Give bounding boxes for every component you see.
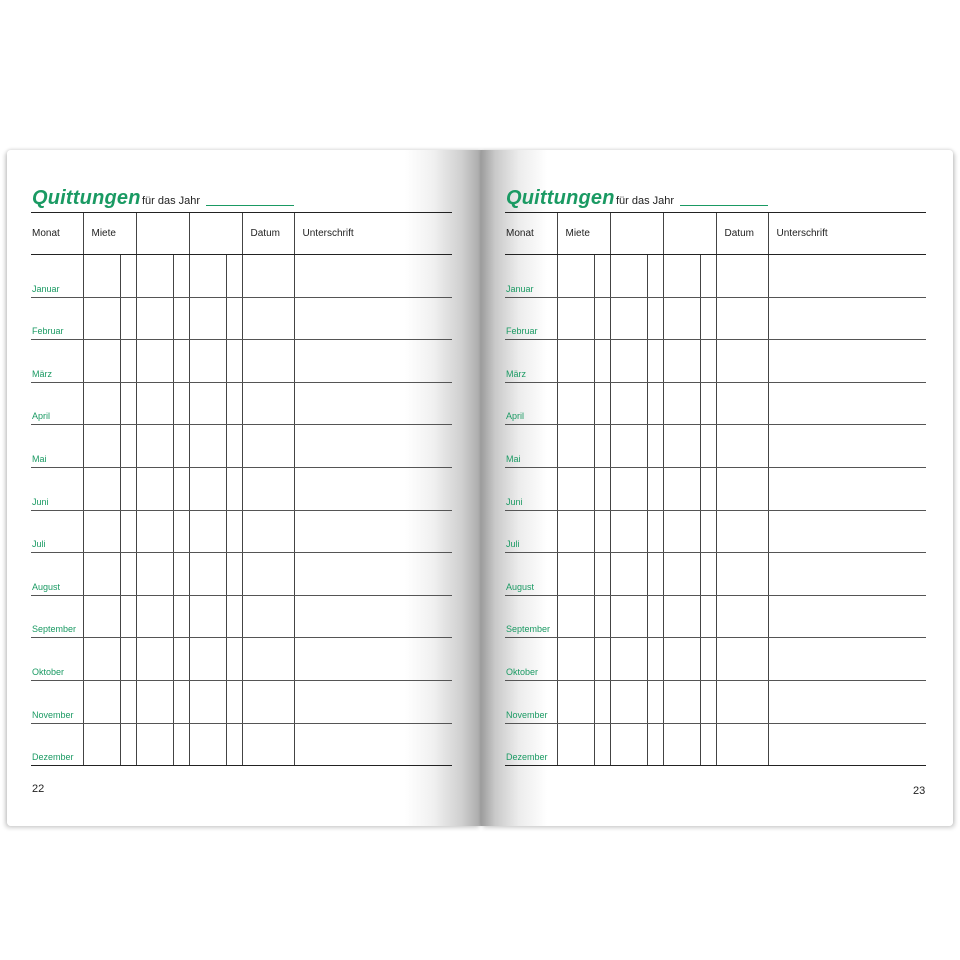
entry-cell[interactable] — [663, 297, 700, 340]
entry-cell[interactable] — [557, 638, 594, 681]
table-row — [505, 595, 926, 638]
entry-cell[interactable] — [189, 680, 226, 723]
table-row — [31, 425, 452, 468]
header-blank-1 — [610, 213, 663, 255]
month-cell — [31, 595, 83, 638]
entry-cell[interactable] — [242, 680, 294, 723]
entry-cell[interactable] — [189, 510, 226, 553]
entry-cell[interactable] — [136, 297, 173, 340]
entry-cell[interactable] — [768, 723, 926, 766]
page-title: Quittungen — [32, 187, 141, 209]
entry-cell[interactable] — [594, 638, 610, 681]
month-label: November — [32, 709, 74, 720]
entry-cell[interactable] — [610, 340, 647, 383]
month-cell — [31, 340, 83, 383]
entry-cell[interactable] — [294, 680, 452, 723]
entry-cell[interactable] — [242, 638, 294, 681]
month-cell — [31, 382, 83, 425]
entry-cell[interactable] — [610, 467, 647, 510]
entry-cell[interactable] — [136, 382, 173, 425]
entry-cell[interactable] — [189, 340, 226, 383]
entry-cell[interactable] — [700, 510, 716, 553]
entry-cell[interactable] — [768, 553, 926, 596]
entry-cell[interactable] — [226, 553, 242, 596]
entry-cell[interactable] — [557, 723, 594, 766]
entry-cell[interactable] — [189, 638, 226, 681]
entry-cell[interactable] — [768, 510, 926, 553]
entry-cell[interactable] — [136, 425, 173, 468]
entry-cell[interactable] — [647, 510, 663, 553]
header-miete: Miete — [83, 213, 136, 255]
entry-cell[interactable] — [83, 340, 120, 383]
entry-cell[interactable] — [294, 255, 452, 298]
entry-cell[interactable] — [136, 255, 173, 298]
entry-cell[interactable] — [700, 723, 716, 766]
entry-cell[interactable] — [663, 425, 700, 468]
month-label: Oktober — [506, 666, 539, 677]
entry-cell[interactable] — [120, 382, 136, 425]
entry-cell[interactable] — [557, 297, 594, 340]
entry-cell[interactable] — [768, 595, 926, 638]
entry-cell[interactable] — [83, 595, 120, 638]
entry-cell[interactable] — [647, 255, 663, 298]
table-row — [505, 255, 926, 298]
month-label: Mai — [506, 453, 521, 464]
entry-cell[interactable] — [594, 680, 610, 723]
entry-cell[interactable] — [83, 510, 120, 553]
entry-cell[interactable] — [242, 467, 294, 510]
month-cell — [505, 723, 557, 766]
month-label: April — [506, 411, 525, 422]
entry-cell[interactable] — [173, 638, 189, 681]
entry-cell[interactable] — [647, 297, 663, 340]
entry-cell[interactable] — [120, 510, 136, 553]
entry-cell[interactable] — [136, 340, 173, 383]
receipt-table — [31, 212, 452, 766]
entry-cell[interactable] — [189, 297, 226, 340]
entry-cell[interactable] — [557, 467, 594, 510]
entry-cell[interactable] — [700, 382, 716, 425]
receipt-form — [505, 184, 925, 766]
entry-cell[interactable] — [663, 723, 700, 766]
month-label: Juni — [506, 496, 523, 507]
month-label: Februar — [506, 326, 538, 337]
header-unterschrift: Unterschrift — [768, 213, 926, 255]
entry-cell[interactable] — [716, 382, 768, 425]
entry-cell[interactable] — [83, 467, 120, 510]
entry-cell[interactable] — [663, 510, 700, 553]
entry-cell[interactable] — [716, 255, 768, 298]
month-cell — [31, 680, 83, 723]
entry-cell[interactable] — [83, 638, 120, 681]
header-unterschrift: Unterschrift — [294, 213, 452, 255]
entry-cell[interactable] — [768, 425, 926, 468]
entry-cell[interactable] — [189, 723, 226, 766]
entry-cell[interactable] — [610, 382, 647, 425]
receipt-form — [31, 184, 451, 766]
table-row — [31, 638, 452, 681]
entry-cell[interactable] — [242, 553, 294, 596]
entry-cell[interactable] — [294, 382, 452, 425]
entry-cell[interactable] — [663, 553, 700, 596]
entry-cell[interactable] — [242, 340, 294, 383]
month-label: Juni — [32, 496, 49, 507]
entry-cell[interactable] — [83, 255, 120, 298]
entry-cell[interactable] — [120, 638, 136, 681]
entry-cell[interactable] — [189, 382, 226, 425]
entry-cell[interactable] — [700, 467, 716, 510]
entry-cell[interactable] — [663, 638, 700, 681]
month-label: September — [32, 624, 77, 635]
entry-cell[interactable] — [594, 340, 610, 383]
entry-cell[interactable] — [242, 595, 294, 638]
entry-cell[interactable] — [294, 553, 452, 596]
entry-cell[interactable] — [663, 382, 700, 425]
entry-cell[interactable] — [173, 340, 189, 383]
entry-cell[interactable] — [226, 510, 242, 553]
entry-cell[interactable] — [716, 723, 768, 766]
entry-cell[interactable] — [557, 340, 594, 383]
entry-cell[interactable] — [700, 425, 716, 468]
entry-cell[interactable] — [557, 510, 594, 553]
month-cell — [505, 553, 557, 596]
month-label: Mai — [32, 453, 47, 464]
table-row — [505, 510, 926, 553]
entry-cell[interactable] — [700, 340, 716, 383]
entry-cell[interactable] — [226, 467, 242, 510]
entry-cell[interactable] — [716, 425, 768, 468]
header-blank-2 — [189, 213, 242, 255]
table-row — [505, 467, 926, 510]
entry-cell[interactable] — [120, 467, 136, 510]
entry-cell[interactable] — [716, 297, 768, 340]
entry-cell[interactable] — [716, 553, 768, 596]
entry-cell[interactable] — [768, 340, 926, 383]
entry-cell[interactable] — [173, 553, 189, 596]
year-blank-line[interactable] — [206, 205, 294, 206]
table-row — [505, 297, 926, 340]
month-cell — [505, 340, 557, 383]
entry-cell[interactable] — [136, 595, 173, 638]
entry-cell[interactable] — [120, 680, 136, 723]
month-cell — [31, 723, 83, 766]
month-cell — [505, 467, 557, 510]
header-row — [31, 213, 452, 255]
entry-cell[interactable] — [226, 382, 242, 425]
page-number: 23 — [913, 785, 926, 797]
entry-cell[interactable] — [83, 297, 120, 340]
entry-cell[interactable] — [647, 382, 663, 425]
entry-cell[interactable] — [557, 595, 594, 638]
entry-cell[interactable] — [242, 723, 294, 766]
month-cell — [505, 510, 557, 553]
entry-cell[interactable] — [610, 595, 647, 638]
entry-cell[interactable] — [120, 595, 136, 638]
entry-cell[interactable] — [700, 553, 716, 596]
month-cell — [31, 297, 83, 340]
month-label: August — [506, 581, 535, 592]
entry-cell[interactable] — [716, 467, 768, 510]
entry-cell[interactable] — [136, 510, 173, 553]
table-row — [31, 382, 452, 425]
entry-cell[interactable] — [226, 723, 242, 766]
entry-cell[interactable] — [647, 467, 663, 510]
entry-cell[interactable] — [242, 255, 294, 298]
entry-cell[interactable] — [610, 297, 647, 340]
entry-cell[interactable] — [594, 255, 610, 298]
entry-cell[interactable] — [189, 595, 226, 638]
month-label: Juli — [506, 539, 520, 550]
entry-cell[interactable] — [226, 340, 242, 383]
entry-cell[interactable] — [647, 723, 663, 766]
entry-cell[interactable] — [647, 638, 663, 681]
entry-cell[interactable] — [173, 425, 189, 468]
entry-cell[interactable] — [610, 425, 647, 468]
month-label: August — [32, 581, 61, 592]
entry-cell[interactable] — [136, 467, 173, 510]
entry-cell[interactable] — [663, 595, 700, 638]
entry-cell[interactable] — [647, 553, 663, 596]
header-blank-1 — [136, 213, 189, 255]
table-row — [505, 340, 926, 383]
entry-cell[interactable] — [647, 340, 663, 383]
entry-cell[interactable] — [242, 510, 294, 553]
table-row — [505, 723, 926, 766]
entry-cell[interactable] — [716, 340, 768, 383]
table-row — [31, 340, 452, 383]
entry-cell[interactable] — [226, 595, 242, 638]
month-cell — [31, 255, 83, 298]
entry-cell[interactable] — [610, 255, 647, 298]
entry-cell[interactable] — [83, 553, 120, 596]
entry-cell[interactable] — [594, 595, 610, 638]
entry-cell[interactable] — [594, 425, 610, 468]
entry-cell[interactable] — [226, 680, 242, 723]
entry-cell[interactable] — [120, 340, 136, 383]
entry-cell[interactable] — [610, 723, 647, 766]
entry-cell[interactable] — [136, 680, 173, 723]
month-label: Januar — [506, 283, 534, 294]
entry-cell[interactable] — [610, 638, 647, 681]
entry-cell[interactable] — [610, 510, 647, 553]
entry-cell[interactable] — [294, 595, 452, 638]
title-row — [505, 184, 925, 212]
entry-cell[interactable] — [120, 553, 136, 596]
table-row — [31, 467, 452, 510]
entry-cell[interactable] — [768, 382, 926, 425]
table-row — [505, 680, 926, 723]
month-cell — [505, 595, 557, 638]
entry-cell[interactable] — [700, 255, 716, 298]
entry-cell[interactable] — [700, 297, 716, 340]
entry-cell[interactable] — [136, 638, 173, 681]
right-page — [481, 150, 953, 826]
entry-cell[interactable] — [557, 680, 594, 723]
month-cell — [505, 425, 557, 468]
entry-cell[interactable] — [120, 723, 136, 766]
year-label: für das Jahr — [142, 195, 201, 207]
entry-cell[interactable] — [594, 297, 610, 340]
header-row — [505, 213, 926, 255]
entry-cell[interactable] — [120, 425, 136, 468]
entry-cell[interactable] — [557, 255, 594, 298]
month-label: Januar — [32, 283, 60, 294]
entry-cell[interactable] — [173, 723, 189, 766]
entry-cell[interactable] — [173, 510, 189, 553]
header-miete: Miete — [557, 213, 610, 255]
entry-cell[interactable] — [647, 595, 663, 638]
month-cell — [505, 297, 557, 340]
entry-cell[interactable] — [173, 467, 189, 510]
header-monat: Monat — [505, 213, 557, 255]
entry-cell[interactable] — [294, 723, 452, 766]
entry-cell[interactable] — [557, 382, 594, 425]
entry-cell[interactable] — [716, 595, 768, 638]
entry-cell[interactable] — [700, 680, 716, 723]
entry-cell[interactable] — [173, 297, 189, 340]
entry-cell[interactable] — [189, 255, 226, 298]
entry-cell[interactable] — [120, 297, 136, 340]
table-row — [31, 680, 452, 723]
entry-cell[interactable] — [594, 467, 610, 510]
month-cell — [31, 553, 83, 596]
entry-cell[interactable] — [768, 255, 926, 298]
table-row — [505, 382, 926, 425]
entry-cell[interactable] — [768, 297, 926, 340]
entry-cell[interactable] — [294, 510, 452, 553]
month-cell — [31, 467, 83, 510]
entry-cell[interactable] — [189, 553, 226, 596]
receipt-table — [505, 212, 926, 766]
month-label: September — [506, 624, 551, 635]
entry-cell[interactable] — [557, 425, 594, 468]
table-row — [505, 425, 926, 468]
left-page — [7, 150, 481, 826]
entry-cell[interactable] — [294, 297, 452, 340]
entry-cell[interactable] — [83, 425, 120, 468]
month-label: Dezember — [32, 752, 74, 763]
month-label: März — [506, 368, 526, 379]
entry-cell[interactable] — [173, 382, 189, 425]
entry-cell[interactable] — [663, 467, 700, 510]
page-number: 22 — [32, 783, 45, 795]
entry-cell[interactable] — [716, 680, 768, 723]
entry-cell[interactable] — [136, 553, 173, 596]
header-blank-2 — [663, 213, 716, 255]
entry-cell[interactable] — [610, 680, 647, 723]
entry-cell[interactable] — [663, 255, 700, 298]
month-label: April — [32, 411, 51, 422]
month-cell — [505, 638, 557, 681]
entry-cell[interactable] — [83, 382, 120, 425]
entry-cell[interactable] — [768, 680, 926, 723]
entry-cell[interactable] — [136, 723, 173, 766]
entry-cell[interactable] — [189, 467, 226, 510]
header-datum: Datum — [716, 213, 768, 255]
entry-cell[interactable] — [120, 255, 136, 298]
table-row — [505, 553, 926, 596]
table-row — [31, 723, 452, 766]
header-monat: Monat — [31, 213, 83, 255]
month-cell — [505, 680, 557, 723]
entry-cell[interactable] — [173, 595, 189, 638]
table-row — [31, 595, 452, 638]
entry-cell[interactable] — [647, 680, 663, 723]
entry-cell[interactable] — [716, 510, 768, 553]
month-cell — [31, 425, 83, 468]
table-row — [505, 638, 926, 681]
month-cell — [31, 638, 83, 681]
entry-cell[interactable] — [294, 638, 452, 681]
month-label: Juli — [32, 539, 46, 550]
month-label: Oktober — [32, 666, 65, 677]
table-row — [31, 255, 452, 298]
table-row — [31, 510, 452, 553]
title-row — [31, 184, 451, 212]
entry-cell[interactable] — [242, 425, 294, 468]
entry-cell[interactable] — [226, 425, 242, 468]
entry-cell[interactable] — [716, 638, 768, 681]
month-label: Dezember — [506, 752, 548, 763]
entry-cell[interactable] — [189, 425, 226, 468]
entry-cell[interactable] — [610, 553, 647, 596]
header-datum: Datum — [242, 213, 294, 255]
entry-cell[interactable] — [700, 595, 716, 638]
year-blank-line[interactable] — [680, 205, 768, 206]
table-row — [31, 297, 452, 340]
entry-cell[interactable] — [242, 297, 294, 340]
month-cell — [505, 382, 557, 425]
month-cell — [505, 255, 557, 298]
entry-cell[interactable] — [173, 255, 189, 298]
entry-cell[interactable] — [242, 382, 294, 425]
entry-cell[interactable] — [768, 638, 926, 681]
entry-cell[interactable] — [294, 425, 452, 468]
entry-cell[interactable] — [594, 553, 610, 596]
entry-cell[interactable] — [173, 680, 189, 723]
entry-cell[interactable] — [647, 425, 663, 468]
month-cell — [31, 510, 83, 553]
entry-cell[interactable] — [700, 638, 716, 681]
entry-cell[interactable] — [294, 467, 452, 510]
entry-cell[interactable] — [663, 680, 700, 723]
entry-cell[interactable] — [83, 680, 120, 723]
year-label: für das Jahr — [616, 195, 675, 207]
month-label: November — [506, 709, 548, 720]
entry-cell[interactable] — [663, 340, 700, 383]
month-label: Februar — [32, 326, 64, 337]
entry-cell[interactable] — [594, 382, 610, 425]
entry-cell[interactable] — [83, 723, 120, 766]
entry-cell[interactable] — [594, 510, 610, 553]
page-title: Quittungen — [506, 187, 615, 209]
entry-cell[interactable] — [557, 553, 594, 596]
entry-cell[interactable] — [226, 297, 242, 340]
entry-cell[interactable] — [226, 255, 242, 298]
table-row — [31, 553, 452, 596]
entry-cell[interactable] — [594, 723, 610, 766]
entry-cell[interactable] — [226, 638, 242, 681]
month-label: März — [32, 368, 52, 379]
entry-cell[interactable] — [294, 340, 452, 383]
entry-cell[interactable] — [768, 467, 926, 510]
